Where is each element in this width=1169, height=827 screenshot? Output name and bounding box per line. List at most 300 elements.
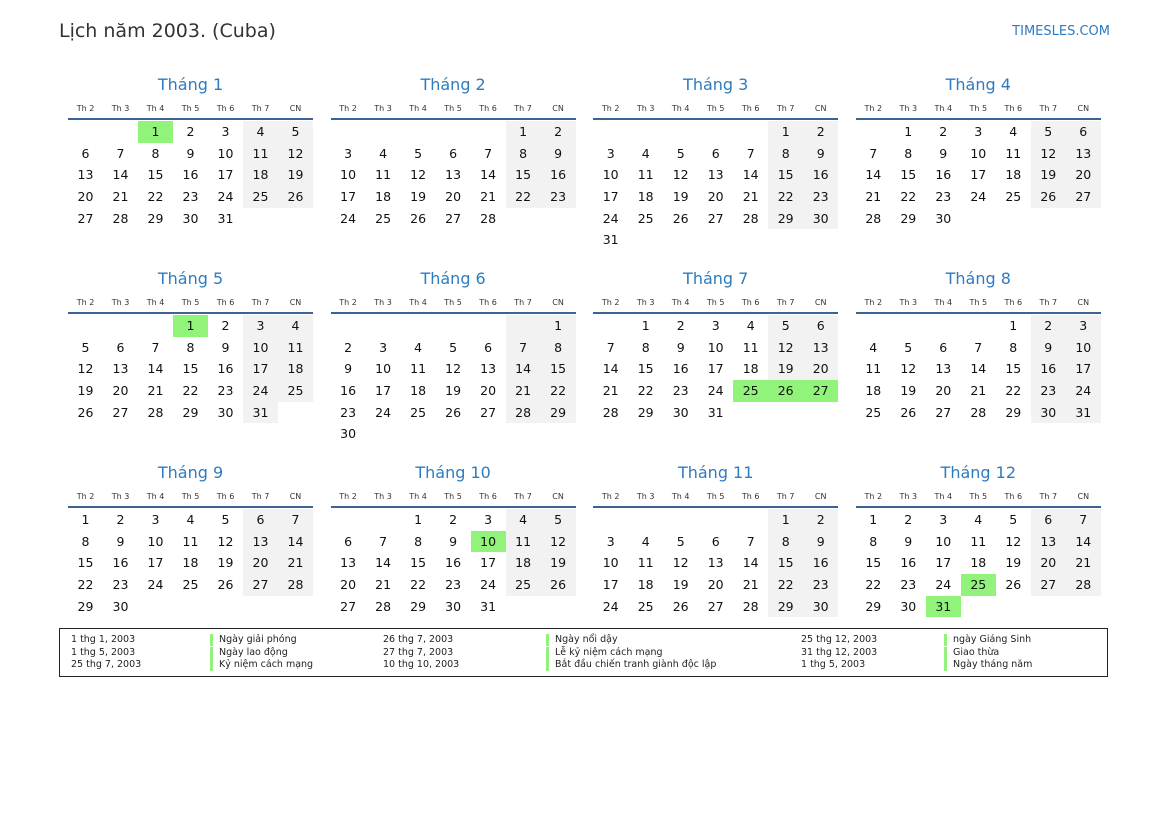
day-cell: 20 [707,189,724,205]
day-cell: 18 [637,577,654,593]
day-cell: 24 [147,577,164,593]
day-cell: 8 [151,145,160,161]
weekday-label: Th 6 [216,492,235,501]
weekday-header [856,104,1101,120]
day-cell: 2 [1031,315,1066,337]
day-cell: 30 [340,426,357,442]
weekday-label: CN [552,492,564,501]
day-cell: 13 [340,555,357,571]
month-6 [331,268,576,462]
day-cell: 1 [414,512,423,527]
day-cell: 13 [707,167,724,183]
day-cell: 14 [742,167,759,183]
weekday-label: Th 2 [76,298,95,307]
day-cell: 25 [506,574,541,596]
day-cell: 12 [1005,533,1022,549]
day-cell: 27 [480,404,497,420]
day-cell: 11 [865,361,882,377]
weekday-label: Th 5 [181,492,200,501]
weekday-label: Th 6 [479,492,497,501]
day-cell: 4 [869,339,878,355]
day-cell: 26 [217,577,234,593]
day-cell: 22 [1005,383,1022,399]
day-cell: 26 [768,380,803,402]
day-cell: 2 [939,124,948,139]
empty-cell [331,315,366,337]
weekday-label: Th 3 [374,492,392,501]
weekday-label: CN [552,104,564,113]
day-cell: 4 [1009,124,1018,139]
weekday-label: Th 6 [479,298,497,307]
day-cell: 10 [340,167,357,183]
weekday-label: Th 7 [251,492,270,501]
day-cell: 6 [344,533,353,549]
day-grid [593,121,838,251]
weekday-label: CN [552,298,564,307]
weekday-label: Th 5 [444,104,462,113]
day-cell: 21 [742,189,759,205]
day-cell: 7 [746,145,755,161]
day-cell: 10 [375,361,392,377]
day-cell: 15 [506,164,541,186]
day-cell: 23 [900,577,917,593]
day-cell: 11 [742,339,759,355]
day-cell: 9 [803,143,838,165]
day-cell: 29 [541,402,576,424]
weekday-label: CN [289,298,302,307]
day-cell: 31 [217,210,234,226]
month-title: Tháng 11 [677,463,754,482]
day-cell: 6 [939,339,948,355]
day-cell: 15 [77,555,94,571]
holiday-legend [59,628,1108,677]
day-cell: 22 [768,186,803,208]
day-cell: 10 [970,145,987,161]
weekday-header [593,298,838,314]
weekday-label: Th 3 [636,492,655,501]
day-cell: 10 [935,533,952,549]
weekday-label: Th 7 [776,104,795,113]
day-cell: 30 [445,598,462,614]
empty-cell [856,315,891,337]
day-cell: 2 [676,318,685,333]
weekday-label: Th 2 [601,492,620,501]
day-grid [68,315,313,423]
day-cell: 20 [243,552,278,574]
day-cell: 22 [865,577,882,593]
weekday-label: Th 6 [216,298,235,307]
day-cell: 24 [480,577,497,593]
day-cell: 30 [1031,402,1066,424]
empty-cell [1066,208,1101,230]
day-cell: 27 [935,404,952,420]
day-cell: 27 [707,210,724,226]
day-cell: 15 [768,164,803,186]
day-cell: 26 [1005,577,1022,593]
empty-cell [103,315,138,337]
legend-holiday-name: Ngày giải phóng [210,634,297,646]
day-cell: 21 [480,189,497,205]
day-cell: 6 [1066,121,1101,143]
day-cell: 11 [375,167,392,183]
day-cell: 29 [182,404,199,420]
legend-date: 1 thg 1, 2003 [71,634,136,645]
day-cell: 3 [711,318,720,333]
weekday-header [68,104,313,120]
day-cell: 30 [803,208,838,230]
day-cell: 7 [746,533,755,549]
day-cell: 4 [278,315,313,337]
day-cell: 30 [217,404,234,420]
day-cell: 22 [506,186,541,208]
day-cell: 4 [379,145,388,161]
day-cell: 14 [1066,531,1101,553]
day-cell: 11 [506,531,541,553]
weekday-label: Th 4 [409,104,427,113]
weekday-label: Th 7 [1039,298,1058,307]
day-cell: 22 [147,189,164,205]
month-title: Tháng 5 [157,269,224,288]
day-cell: 24 [970,189,987,205]
day-cell: 6 [1031,509,1066,531]
day-cell: 7 [506,337,541,359]
day-cell: 1 [173,315,208,337]
empty-cell [506,423,541,445]
day-cell: 31 [707,404,724,420]
weekday-label: CN [1077,104,1090,113]
empty-cell [961,315,996,337]
site-link[interactable]: TIMESLES.COM [1012,24,1110,39]
empty-cell [891,315,926,337]
day-cell: 7 [379,533,388,549]
calendar-grid [68,74,1101,656]
empty-cell [733,509,768,531]
empty-cell [926,315,961,337]
weekday-header [331,492,576,508]
day-cell: 26 [541,574,576,596]
day-cell: 20 [935,383,952,399]
legend-holiday-name: Kỷ niệm cách mạng [210,659,313,671]
day-cell: 18 [970,555,987,571]
empty-cell [138,596,173,618]
day-cell: 9 [676,339,685,355]
legend-date: 31 thg 12, 2003 [801,646,878,658]
day-cell: 13 [445,167,462,183]
day-cell: 5 [541,509,576,531]
day-cell: 4 [414,339,423,355]
day-cell: 21 [112,189,129,205]
day-grid [68,121,313,229]
legend-holiday-name: ngày Giáng Sinh [944,634,1031,646]
empty-cell [698,509,733,531]
month-title: Tháng 1 [157,75,224,94]
day-cell: 29 [637,404,654,420]
empty-cell [366,423,401,445]
weekday-label: Th 5 [181,104,200,113]
day-cell: 21 [278,552,313,574]
day-cell: 21 [602,383,619,399]
weekday-label: Th 3 [374,104,392,113]
day-cell: 7 [278,509,313,531]
weekday-label: Th 3 [899,298,918,307]
empty-cell [278,596,313,618]
day-cell: 19 [77,383,94,399]
day-cell: 9 [939,145,948,161]
weekday-label: Th 4 [671,298,690,307]
day-cell: 3 [939,512,948,527]
day-cell: 9 [904,533,913,549]
day-cell: 3 [1066,315,1101,337]
month-7 [593,268,838,462]
empty-cell [173,596,208,618]
weekday-label: Th 6 [1004,104,1023,113]
weekday-label: Th 4 [146,298,165,307]
empty-cell [366,315,401,337]
day-cell: 21 [375,577,392,593]
day-cell: 12 [900,361,917,377]
day-cell: 3 [974,124,983,139]
day-cell: 5 [278,121,313,143]
day-cell: 16 [182,167,199,183]
day-cell: 16 [672,361,689,377]
day-cell: 5 [1009,512,1018,527]
day-cell: 26 [900,404,917,420]
weekday-label: Th 2 [601,298,620,307]
weekday-label: Th 2 [864,492,883,501]
month-10 [331,462,576,656]
empty-cell [436,121,471,143]
legend-date: 10 thg 10, 2003 [383,659,460,670]
day-cell: 16 [935,167,952,183]
day-cell: 28 [865,210,882,226]
day-cell: 13 [77,167,94,183]
day-cell: 28 [1066,574,1101,596]
day-cell: 6 [243,509,278,531]
day-grid [331,315,576,445]
day-cell: 30 [900,598,917,614]
day-cell: 27 [340,598,357,614]
day-cell: 10 [602,555,619,571]
day-cell: 2 [541,121,576,143]
day-cell: 26 [672,598,689,614]
day-cell: 4 [641,145,650,161]
day-cell: 20 [480,383,497,399]
empty-cell [961,596,996,618]
empty-cell [103,121,138,143]
empty-cell [541,423,576,445]
empty-cell [436,315,471,337]
legend-date: 1 thg 5, 2003 [801,659,866,670]
day-cell: 26 [77,404,94,420]
day-cell: 25 [182,577,199,593]
empty-cell [138,315,173,337]
day-cell: 18 [865,383,882,399]
day-cell: 20 [112,383,129,399]
day-cell: 9 [449,533,458,549]
weekday-label: Th 5 [969,104,988,113]
day-cell: 1 [138,121,173,143]
month-1 [68,74,313,268]
day-cell: 17 [935,555,952,571]
day-cell: 6 [711,145,720,161]
day-grid [856,315,1101,423]
weekday-label: Th 2 [76,492,95,501]
day-cell: 13 [243,531,278,553]
day-cell: 20 [1066,164,1101,186]
weekday-header [68,298,313,314]
day-cell: 28 [602,404,619,420]
day-cell: 18 [182,555,199,571]
weekday-label: Th 5 [181,298,200,307]
day-cell: 1 [1009,318,1018,333]
day-cell: 31 [1066,402,1101,424]
day-cell: 17 [340,189,357,205]
day-cell: 21 [1066,552,1101,574]
day-cell: 18 [278,358,313,380]
day-cell: 14 [865,167,882,183]
day-cell: 7 [869,145,878,161]
day-cell: 10 [707,339,724,355]
day-cell: 28 [742,210,759,226]
weekday-header [593,104,838,120]
weekday-label: Th 5 [969,492,988,501]
empty-cell [768,402,803,424]
weekday-label: Th 6 [1004,492,1023,501]
day-cell: 10 [471,531,506,553]
day-cell: 21 [865,189,882,205]
weekday-label: Th 2 [339,492,357,501]
day-cell: 2 [904,512,913,527]
month-title: Tháng 10 [415,463,491,482]
empty-cell [733,121,768,143]
day-cell: 14 [506,358,541,380]
day-cell: 25 [637,598,654,614]
day-cell: 19 [900,383,917,399]
day-cell: 5 [449,339,458,355]
day-cell: 30 [803,596,838,618]
day-cell: 22 [637,383,654,399]
day-cell: 18 [742,361,759,377]
day-cell: 12 [278,143,313,165]
day-cell: 2 [803,509,838,531]
weekday-label: Th 5 [444,492,462,501]
weekday-label: Th 5 [706,298,725,307]
legend-holiday-name: Ngày nổi dậy [546,634,618,646]
day-cell: 21 [970,383,987,399]
day-cell: 16 [340,383,357,399]
day-grid [68,509,313,617]
day-cell: 25 [961,574,996,596]
day-cell: 20 [340,577,357,593]
day-cell: 29 [900,210,917,226]
day-cell: 7 [1066,509,1101,531]
weekday-label: CN [814,298,827,307]
day-cell: 17 [970,167,987,183]
empty-cell [208,596,243,618]
day-cell: 13 [112,361,129,377]
day-cell: 25 [243,186,278,208]
day-cell: 22 [900,189,917,205]
weekday-header [331,104,576,120]
weekday-label: CN [1077,298,1090,307]
empty-cell [961,208,996,230]
day-cell: 19 [217,555,234,571]
day-cell: 6 [449,145,458,161]
day-cell: 23 [803,574,838,596]
day-cell: 14 [602,361,619,377]
month-2 [331,74,576,268]
day-cell: 6 [81,145,90,161]
day-cell: 14 [375,555,392,571]
legend-holiday-name: Bắt đầu chiến tranh giành độc lập [546,659,716,671]
weekday-label: Th 6 [479,104,497,113]
day-cell: 15 [1005,361,1022,377]
day-cell: 18 [1005,167,1022,183]
day-cell: 1 [768,509,803,531]
day-cell: 9 [116,533,125,549]
weekday-header [856,298,1101,314]
day-cell: 22 [410,577,427,593]
day-grid [331,121,576,229]
day-cell: 29 [410,598,427,614]
weekday-label: Th 2 [601,104,620,113]
weekday-label: Th 7 [251,104,270,113]
weekday-label: Th 5 [706,104,725,113]
empty-cell [68,121,103,143]
day-cell: 4 [186,512,195,527]
day-cell: 15 [768,552,803,574]
day-cell: 12 [217,533,234,549]
weekday-header [856,492,1101,508]
empty-cell [996,208,1031,230]
empty-cell [628,509,663,531]
weekday-label: Th 3 [111,104,130,113]
day-cell: 8 [541,337,576,359]
day-cell: 15 [637,361,654,377]
weekday-label: Th 7 [776,492,795,501]
empty-cell [506,315,541,337]
day-cell: 25 [375,210,392,226]
month-title: Tháng 9 [157,463,224,482]
weekday-label: Th 2 [76,104,95,113]
day-cell: 28 [375,598,392,614]
weekday-label: Th 4 [671,104,690,113]
day-cell: 15 [147,167,164,183]
day-cell: 31 [926,596,961,618]
weekday-label: Th 4 [934,104,953,113]
weekday-label: Th 7 [776,298,795,307]
day-cell: 24 [1066,380,1101,402]
empty-cell [278,208,313,230]
day-cell: 11 [410,361,427,377]
legend-holiday-name: Ngày lao động [210,647,288,659]
day-cell: 6 [803,315,838,337]
day-cell: 19 [278,164,313,186]
month-title: Tháng 3 [683,75,749,94]
day-cell: 9 [1031,337,1066,359]
day-cell: 3 [484,512,493,527]
weekday-label: Th 3 [374,298,392,307]
day-cell: 12 [541,531,576,553]
weekday-label: Th 7 [514,104,532,113]
empty-cell [1066,596,1101,618]
empty-cell [733,229,768,251]
weekday-label: CN [1077,492,1090,501]
empty-cell [331,509,366,531]
day-cell: 25 [1005,189,1022,205]
day-cell: 12 [445,361,462,377]
day-cell: 4 [506,509,541,531]
